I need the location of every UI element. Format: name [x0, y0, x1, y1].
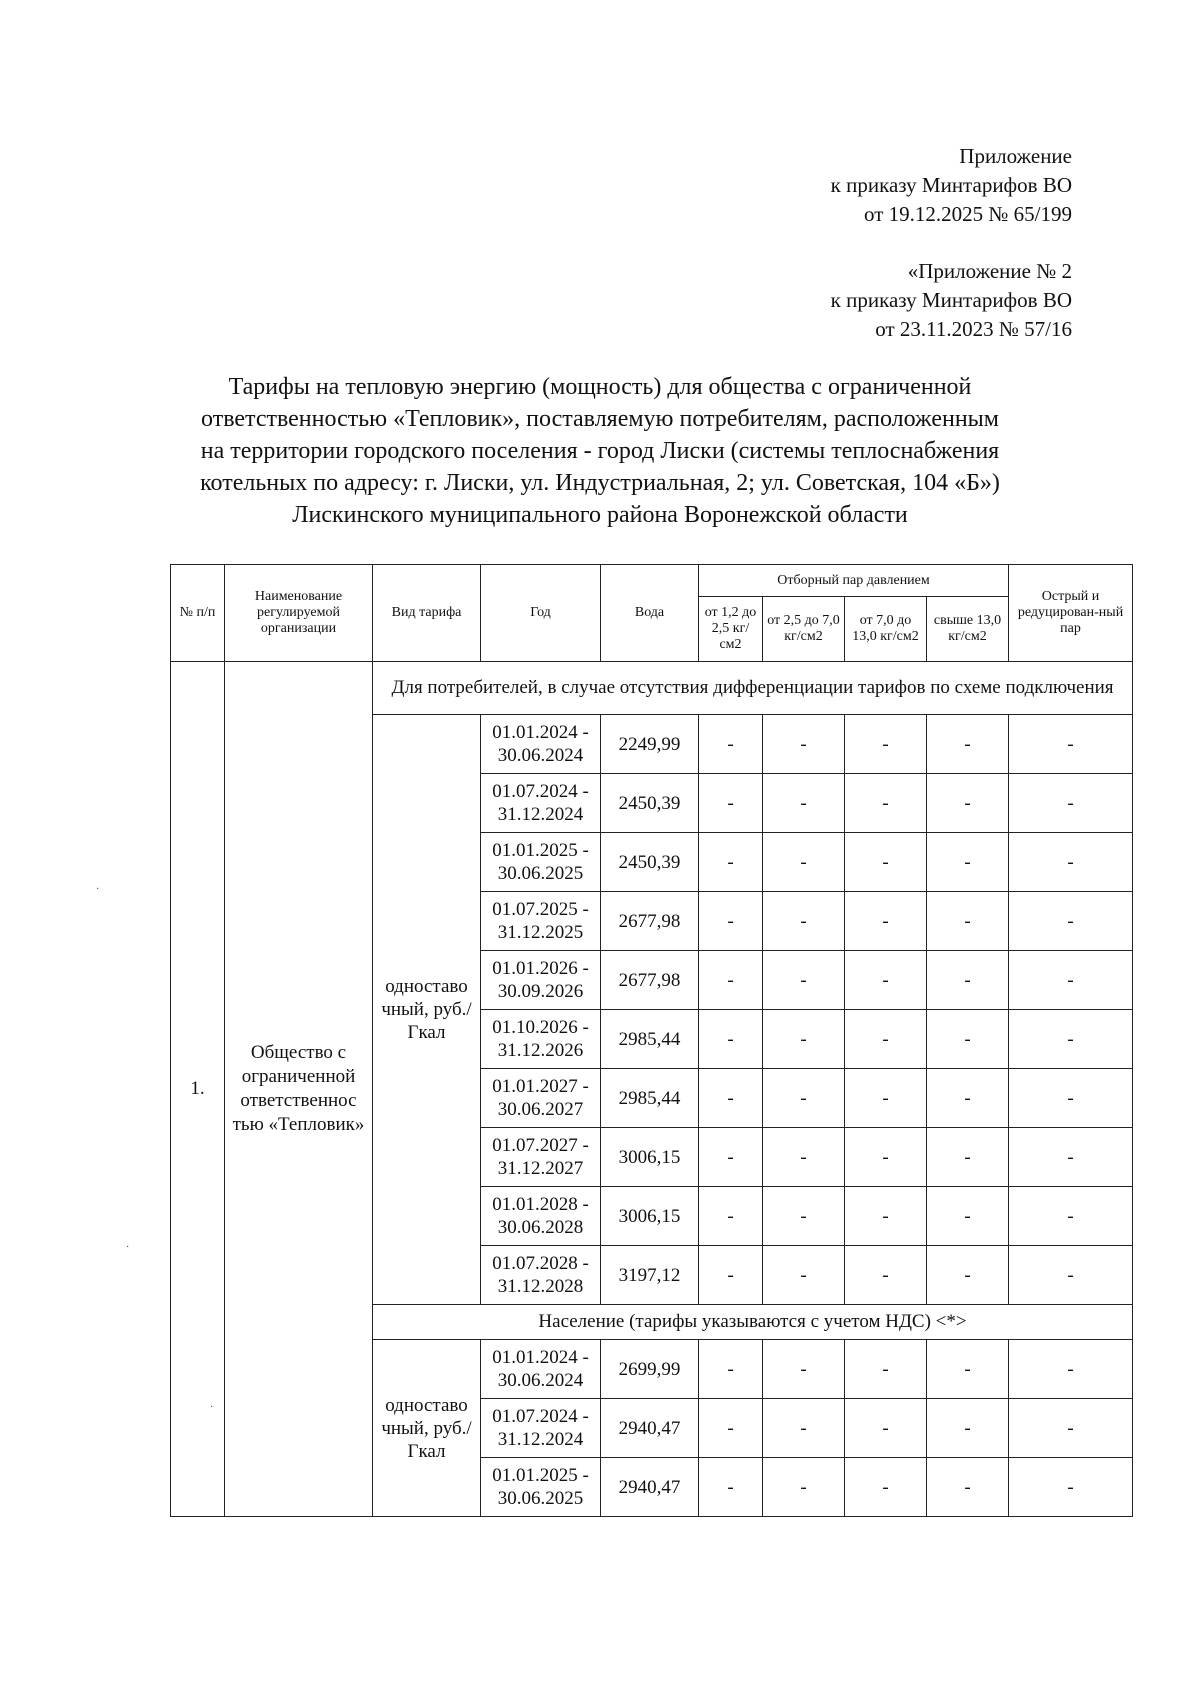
steam-tariff-p3: - [845, 1399, 927, 1458]
period-cell [481, 774, 601, 833]
steam-tariff-p2: - [763, 1128, 845, 1187]
steam-tariff-sharp: - [1009, 1399, 1133, 1458]
appendix-line: к приказу Минтарифов ВО [830, 288, 1072, 312]
steam-tariff-p3: - [845, 1187, 927, 1246]
document-title [150, 371, 1050, 531]
period-end: 31.12.2024 [497, 1429, 584, 1450]
title-line: ответственностью «Тепловик», поставляемую потребителям, расположенным [201, 406, 999, 432]
period-end: 31.12.2024 [497, 804, 584, 825]
water-tariff: 2677,98 [601, 892, 699, 951]
steam-tariff-p2: - [763, 892, 845, 951]
period-cell [481, 1069, 601, 1128]
steam-tariff-sharp: - [1009, 1458, 1133, 1517]
steam-tariff-p4: - [927, 951, 1009, 1010]
steam-tariff-p3: - [845, 1246, 927, 1305]
steam-tariff-p1: - [699, 1187, 763, 1246]
steam-tariff-p2: - [763, 1246, 845, 1305]
steam-tariff-sharp: - [1009, 951, 1133, 1010]
water-tariff: 3006,15 [601, 1187, 699, 1246]
tariff-table-body [171, 565, 1133, 1517]
steam-tariff-sharp: - [1009, 774, 1133, 833]
period-cell [481, 1399, 601, 1458]
steam-tariff-p1: - [699, 715, 763, 774]
steam-tariff-p2: - [763, 1340, 845, 1399]
steam-tariff-p4: - [927, 1458, 1009, 1517]
steam-tariff-p1: - [699, 1128, 763, 1187]
steam-tariff-sharp: - [1009, 1010, 1133, 1069]
steam-tariff-p1: - [699, 833, 763, 892]
steam-tariff-p2: - [763, 1458, 845, 1517]
steam-tariff-p3: - [845, 1458, 927, 1517]
steam-tariff-p1: - [699, 892, 763, 951]
period-start: 01.07.2028 - [492, 1253, 589, 1274]
steam-tariff-p3: - [845, 715, 927, 774]
steam-tariff-p2: - [763, 1069, 845, 1128]
header-num: № п/п [171, 565, 225, 662]
water-tariff: 2677,98 [601, 951, 699, 1010]
steam-tariff-sharp: - [1009, 1128, 1133, 1187]
steam-tariff-sharp: - [1009, 1246, 1133, 1305]
steam-tariff-p4: - [927, 1010, 1009, 1069]
appendix-line: «Приложение № 2 [907, 259, 1072, 283]
period-start: 01.07.2024 - [492, 1406, 589, 1427]
period-start: 01.01.2024 - [492, 1347, 589, 1368]
period-end: 31.12.2026 [497, 1040, 584, 1061]
tariff-type: одноставо чный, руб./Гкал [373, 715, 481, 1305]
steam-tariff-p4: - [927, 1187, 1009, 1246]
steam-tariff-p4: - [927, 715, 1009, 774]
steam-tariff-sharp: - [1009, 715, 1133, 774]
row-number: 1. [171, 662, 225, 1517]
appendix-header [831, 142, 1072, 229]
period-cell [481, 1187, 601, 1246]
tariff-type: одноставо чный, руб./Гкал [373, 1340, 481, 1517]
section-row [171, 662, 1133, 715]
steam-tariff-p4: - [927, 1128, 1009, 1187]
steam-tariff-p4: - [927, 1340, 1009, 1399]
header-water: Вода [601, 565, 699, 662]
water-tariff: 2940,47 [601, 1458, 699, 1517]
period-end: 31.12.2025 [497, 922, 584, 943]
steam-tariff-p2: - [763, 774, 845, 833]
steam-tariff-p4: - [927, 1399, 1009, 1458]
steam-tariff-sharp: - [1009, 833, 1133, 892]
period-start: 01.01.2025 - [492, 840, 589, 861]
header-pressure-4: свыше 13,0 кг/см2 [927, 597, 1009, 662]
section-title: Для потребителей, в случае отсутствия дифференциации тарифов по схеме подключения [373, 662, 1133, 715]
header-sharp-steam: Острый и редуцирован-ный пар [1009, 565, 1133, 662]
period-end: 30.06.2024 [497, 745, 584, 766]
period-start: 01.07.2027 - [492, 1135, 589, 1156]
period-start: 01.07.2024 - [492, 781, 589, 802]
steam-tariff-p4: - [927, 1069, 1009, 1128]
section-title: Население (тарифы указываются с учетом НДС) <*> [373, 1305, 1133, 1340]
steam-tariff-p2: - [763, 833, 845, 892]
period-start: 01.01.2028 - [492, 1194, 589, 1215]
water-tariff: 2450,39 [601, 774, 699, 833]
tariff-table [170, 564, 1133, 1517]
period-start: 01.01.2027 - [492, 1076, 589, 1097]
header-pressure-1: от 1,2 до 2,5 кг/см2 [699, 597, 763, 662]
steam-tariff-p3: - [845, 1340, 927, 1399]
steam-tariff-p3: - [845, 1010, 927, 1069]
title-line: котельных по адресу: г. Лиски, ул. Индустриальная, 2; ул. Советская, 104 «Б») [200, 470, 1000, 496]
steam-tariff-sharp: - [1009, 1069, 1133, 1128]
period-cell [481, 715, 601, 774]
steam-tariff-p1: - [699, 1010, 763, 1069]
steam-tariff-p4: - [927, 833, 1009, 892]
steam-tariff-p3: - [845, 1069, 927, 1128]
steam-tariff-p1: - [699, 774, 763, 833]
steam-tariff-p4: - [927, 1246, 1009, 1305]
period-start: 01.01.2026 - [492, 958, 589, 979]
period-cell [481, 833, 601, 892]
organization-name: Общество с ограниченной ответственнос тью «Тепловик» [225, 662, 373, 1517]
period-end: 31.12.2028 [497, 1276, 584, 1297]
header-pressure-2: от 2,5 до 7,0 кг/см2 [763, 597, 845, 662]
title-line: на территории городского поселения - город Лиски (системы теплоснабжения [200, 438, 1000, 464]
steam-tariff-p4: - [927, 892, 1009, 951]
water-tariff: 2940,47 [601, 1399, 699, 1458]
steam-tariff-sharp: - [1009, 1187, 1133, 1246]
steam-tariff-p3: - [845, 1128, 927, 1187]
steam-tariff-p3: - [845, 774, 927, 833]
header-pressure-3: от 7,0 до 13,0 кг/см2 [845, 597, 927, 662]
period-start: 01.10.2026 - [492, 1017, 589, 1038]
period-cell [481, 1010, 601, 1069]
appendix-line: Приложение [959, 144, 1072, 168]
title-line: Тарифы на тепловую энергию (мощность) для общества с ограниченной [228, 374, 972, 400]
period-end: 30.06.2025 [497, 1488, 584, 1509]
water-tariff: 3197,12 [601, 1246, 699, 1305]
header-year: Год [481, 565, 601, 662]
steam-tariff-p2: - [763, 715, 845, 774]
steam-tariff-sharp: - [1009, 1340, 1133, 1399]
appendix-reference [831, 257, 1072, 344]
scan-speck: · [126, 1242, 130, 1253]
period-end: 30.09.2026 [497, 981, 584, 1002]
steam-tariff-p2: - [763, 1187, 845, 1246]
steam-tariff-p1: - [699, 1069, 763, 1128]
steam-tariff-sharp: - [1009, 892, 1133, 951]
water-tariff: 2450,39 [601, 833, 699, 892]
period-cell [481, 1340, 601, 1399]
steam-tariff-p2: - [763, 951, 845, 1010]
water-tariff: 2985,44 [601, 1010, 699, 1069]
steam-tariff-p3: - [845, 833, 927, 892]
period-end: 30.06.2028 [497, 1217, 584, 1238]
period-start: 01.01.2025 - [492, 1465, 589, 1486]
steam-tariff-p2: - [763, 1399, 845, 1458]
period-start: 01.01.2024 - [492, 722, 589, 743]
water-tariff: 2699,99 [601, 1340, 699, 1399]
appendix-line: от 23.11.2023 № 57/16 [875, 317, 1072, 341]
steam-tariff-p3: - [845, 951, 927, 1010]
steam-tariff-p1: - [699, 1246, 763, 1305]
steam-tariff-p1: - [699, 951, 763, 1010]
period-end: 30.06.2025 [497, 863, 584, 884]
header-steam-group: Отборный пар давлением [699, 565, 1009, 597]
steam-tariff-p1: - [699, 1399, 763, 1458]
water-tariff: 2985,44 [601, 1069, 699, 1128]
water-tariff: 2249,99 [601, 715, 699, 774]
appendix-line: к приказу Минтарифов ВО [830, 173, 1072, 197]
water-tariff: 3006,15 [601, 1128, 699, 1187]
period-end: 31.12.2027 [497, 1158, 584, 1179]
steam-tariff-p3: - [845, 892, 927, 951]
period-cell [481, 1458, 601, 1517]
period-start: 01.07.2025 - [492, 899, 589, 920]
title-line: Лискинского муниципального района Воронежской области [292, 502, 908, 528]
steam-tariff-p2: - [763, 1010, 845, 1069]
period-cell [481, 951, 601, 1010]
header-organization: Наименование регулируемой организации [225, 565, 373, 662]
period-cell [481, 1128, 601, 1187]
period-cell [481, 892, 601, 951]
scan-speck: · [96, 884, 100, 895]
steam-tariff-p4: - [927, 774, 1009, 833]
appendix-line: от 19.12.2025 № 65/199 [863, 202, 1072, 226]
steam-tariff-p1: - [699, 1458, 763, 1517]
header-row [171, 565, 1133, 597]
period-cell [481, 1246, 601, 1305]
scan-speck: · [210, 1402, 214, 1413]
period-end: 30.06.2024 [497, 1370, 584, 1391]
header-tariff-type: Вид тарифа [373, 565, 481, 662]
steam-tariff-p1: - [699, 1340, 763, 1399]
period-end: 30.06.2027 [497, 1099, 584, 1120]
